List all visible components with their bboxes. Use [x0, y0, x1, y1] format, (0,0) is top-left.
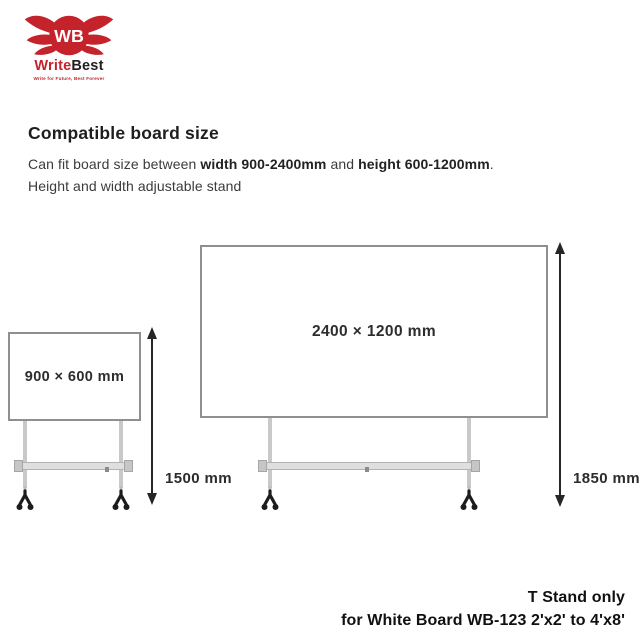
desc-period: .	[489, 156, 494, 172]
large-crossbar-adjuster	[365, 467, 369, 472]
desc-width-range: width 900-2400mm	[200, 156, 327, 172]
small-height-dimension-arrow	[143, 327, 161, 505]
desc-prefix: Can fit board size between	[28, 156, 201, 172]
description-line1	[28, 154, 603, 176]
description	[28, 154, 603, 197]
description-line2: Height and width adjustable stand	[28, 177, 242, 194]
caster-wheel-icon	[259, 486, 281, 512]
large-stand-crossbar	[259, 462, 479, 470]
desc-height-range: height 600-1200mm	[358, 156, 490, 172]
small-whiteboard	[8, 332, 141, 421]
footer-note	[341, 586, 625, 632]
writebest-logo	[22, 12, 116, 81]
brand-first-word: Write	[34, 58, 72, 74]
page-title: Compatible board size	[28, 123, 219, 143]
small-stand-leg-right	[119, 421, 123, 488]
large-crossbar-cap-left	[258, 460, 267, 472]
large-whiteboard	[200, 245, 548, 418]
caster-wheel-icon	[14, 486, 36, 512]
large-stand-leg-right	[467, 418, 471, 488]
writebest-emblem-icon	[23, 12, 115, 59]
small-crossbar-adjuster	[105, 467, 109, 472]
large-height-dimension-arrow	[551, 242, 569, 507]
brand-second-word: Best	[71, 58, 104, 74]
footer-line2: for White Board WB-123 2'x2' to 4'x8'	[341, 612, 625, 629]
small-stand-leg-left	[23, 421, 27, 488]
caster-wheel-icon	[458, 486, 480, 512]
large-stand-leg-left	[268, 418, 272, 488]
logo-monogram: WB	[54, 26, 84, 47]
small-crossbar-cap-right	[124, 460, 133, 472]
small-crossbar-cap-left	[14, 460, 23, 472]
small-height-label: 1500 mm	[165, 470, 233, 487]
footer-line1: T Stand only	[527, 589, 625, 606]
brand-name	[22, 59, 116, 74]
small-stand-crossbar	[15, 462, 133, 470]
small-board-size-label: 900 × 600 mm	[24, 368, 125, 385]
large-crossbar-cap-right	[471, 460, 480, 472]
desc-and: and	[326, 156, 359, 172]
large-board-size-label: 2400 × 1200 mm	[311, 322, 437, 340]
caster-wheel-icon	[110, 486, 132, 512]
large-height-label: 1850 mm	[573, 470, 640, 487]
brand-tagline: Write for Future, Best Forever	[33, 75, 105, 81]
